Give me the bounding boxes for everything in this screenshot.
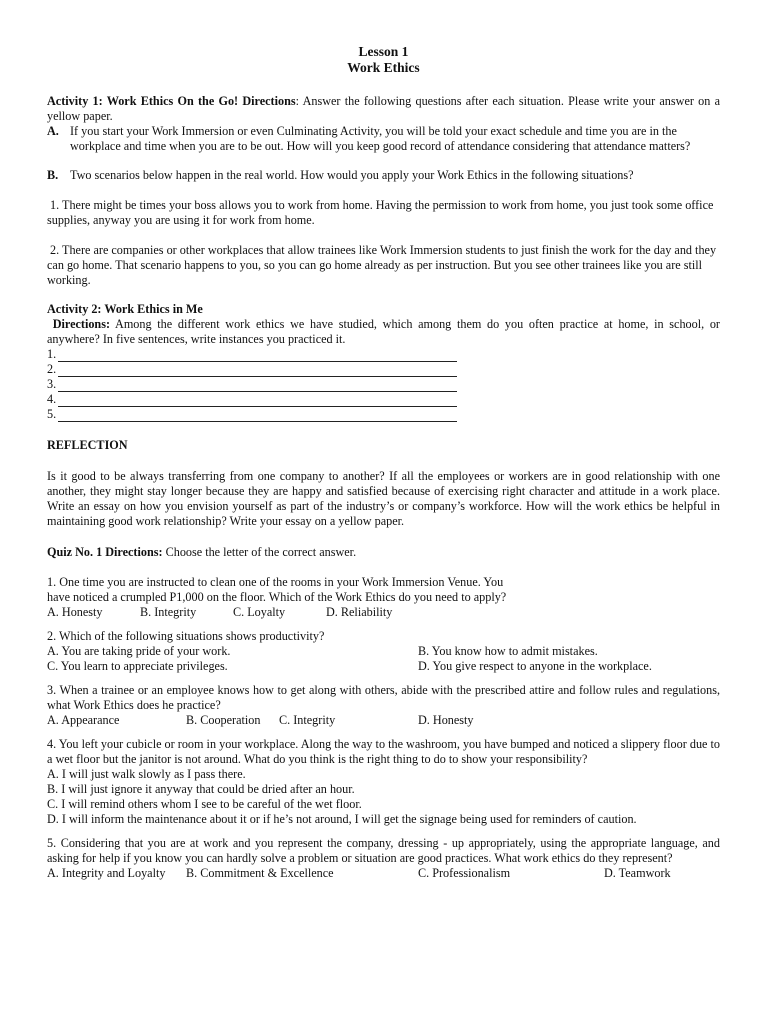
answer-line[interactable]: 2. — [47, 362, 720, 377]
item-a-text: If you start your Work Immersion or even Culminating Activity, you will be told your exact schedule and time you are in the workplace and time when you are to be out. How will you keep good record of attendance considering that attendance matters? — [70, 124, 691, 153]
answer-line[interactable]: 5. — [47, 407, 720, 422]
q4-option-d[interactable]: D. I will inform the maintenance about it or if he’s not around, I will get the signage being used for reminders of caution. — [47, 812, 637, 826]
activity2-heading: Activity 2: Work Ethics in Me — [47, 302, 203, 316]
q2-options-row1 — [47, 644, 720, 659]
q3-options — [47, 713, 720, 728]
answer-line[interactable]: 4. — [47, 392, 720, 407]
q4-option-b[interactable]: B. I will just ignore it anyway that could be dried after an hour. — [47, 782, 355, 796]
q2-option-b[interactable]: B. You know how to admit mistakes. — [418, 644, 598, 658]
activity2-directions: Directions: Among the different work ethics we have studied, which among them do you often practice at home, in school, or anywhere? In five sentences, write instances you practiced it. — [47, 317, 720, 346]
q1-option-d[interactable]: D. Reliability — [326, 605, 393, 619]
q2-option-c[interactable]: C. You learn to appreciate privileges. — [47, 659, 228, 673]
quiz-directions: Quiz No. 1 Directions: Choose the letter of the correct answer. — [47, 545, 357, 559]
q5-option-c[interactable]: C. Professionalism — [418, 866, 511, 880]
answer-line[interactable]: 3. — [47, 377, 720, 392]
scenario-1: 1. There might be times your boss allows you to work from home. Having the permission to work from home, you just took some office supplies, anyway you are using it for work from home. — [47, 198, 714, 227]
q1-line2: have noticed a crumpled P1,000 on the floor. Which of the Work Ethics do you need to apply? — [47, 590, 507, 604]
q5-text: 5. Considering that you are at work and you represent the company, dressing - up appropriately, using the appropriate language, and asking for help if you know you can hardly solve a problem or situation are good practices. What work ethics do they represent? — [47, 836, 720, 865]
q5-option-b[interactable]: B. Commitment & Excellence — [186, 866, 334, 880]
lesson-number: Lesson 1 — [358, 44, 409, 59]
item-b-label: B. — [47, 168, 59, 182]
q5-option-a[interactable]: A. Integrity and Loyalty — [47, 866, 166, 880]
q3-text: 3. When a trainee or an employee knows how to get along with others, abide with the prescribed attire and follow rules and regulations, what Work Ethics does he practice? — [47, 683, 720, 712]
scenario-2: 2. There are companies or other workplaces that allow trainees like Work Immersion students to just finish the work for the day and they can go home. That scenario happens to you, so you can go home already as per instruction. But you see other trainees like you are still working. — [47, 243, 717, 287]
q1-options — [47, 605, 720, 620]
lesson-title: Work Ethics — [347, 60, 420, 75]
q2-option-d[interactable]: D. You give respect to anyone in the workplace. — [418, 659, 652, 673]
activity1-intro — [47, 94, 720, 124]
q1-option-a[interactable]: A. Honesty — [47, 605, 103, 619]
activity1-item-a — [47, 124, 720, 154]
q3-option-a[interactable]: A. Appearance — [47, 713, 120, 727]
q1-line1: 1. One time you are instructed to clean one of the rooms in your Work Immersion Venue. You — [47, 575, 504, 589]
q2-text: 2. Which of the following situations shows productivity? — [47, 629, 325, 643]
answer-line[interactable]: 1. — [47, 347, 720, 362]
q4-option-c[interactable]: C. I will remind others whom I see to be careful of the wet floor. — [47, 797, 362, 811]
activity1-heading: Activity 1: Work Ethics On the Go! Directions — [47, 94, 296, 108]
q1-option-b[interactable]: B. Integrity — [140, 605, 197, 619]
q5-options — [47, 866, 720, 881]
activity1-directions: : Answer the following questions after each situation. Please write your answer on a yellow paper. — [47, 94, 720, 123]
item-b-text: Two scenarios below happen in the real world. How would you apply your Work Ethics in the following situations? — [70, 168, 634, 182]
q2-options-row2 — [47, 659, 720, 674]
q3-option-d[interactable]: D. Honesty — [418, 713, 474, 727]
q3-option-b[interactable]: B. Cooperation — [186, 713, 261, 727]
q4-option-a[interactable]: A. I will just walk slowly as I pass there. — [47, 767, 246, 781]
q1-option-c[interactable]: C. Loyalty — [233, 605, 286, 619]
reflection-text: Is it good to be always transferring from one company to another? If all the employees or workers are in good relationship with one another, they might stay longer because they are happy and satisfied because of exercising right character and attitude in a work place. Write an essay on how you envision yourself as part of the industry’s or company’s workforce. How will the work ethics be helpful in maintaining good work relationship? Write your essay on a yellow paper. — [47, 469, 720, 528]
item-a-label: A. — [47, 124, 59, 138]
q4-text: 4. You left your cubicle or room in your workplace. Along the way to the washroom, you have bumped and noticed a slippery floor due to a wet floor but the janitor is not around. What do you think is the right thing to do to show your responsibility? — [47, 737, 720, 766]
q5-option-d[interactable]: D. Teamwork — [604, 866, 671, 880]
q3-option-c[interactable]: C. Integrity — [279, 713, 336, 727]
q2-option-a[interactable]: A. You are taking pride of your work. — [47, 644, 231, 658]
activity1-item-b — [47, 168, 720, 183]
document-page — [47, 44, 720, 881]
reflection-heading: REFLECTION — [47, 438, 128, 452]
